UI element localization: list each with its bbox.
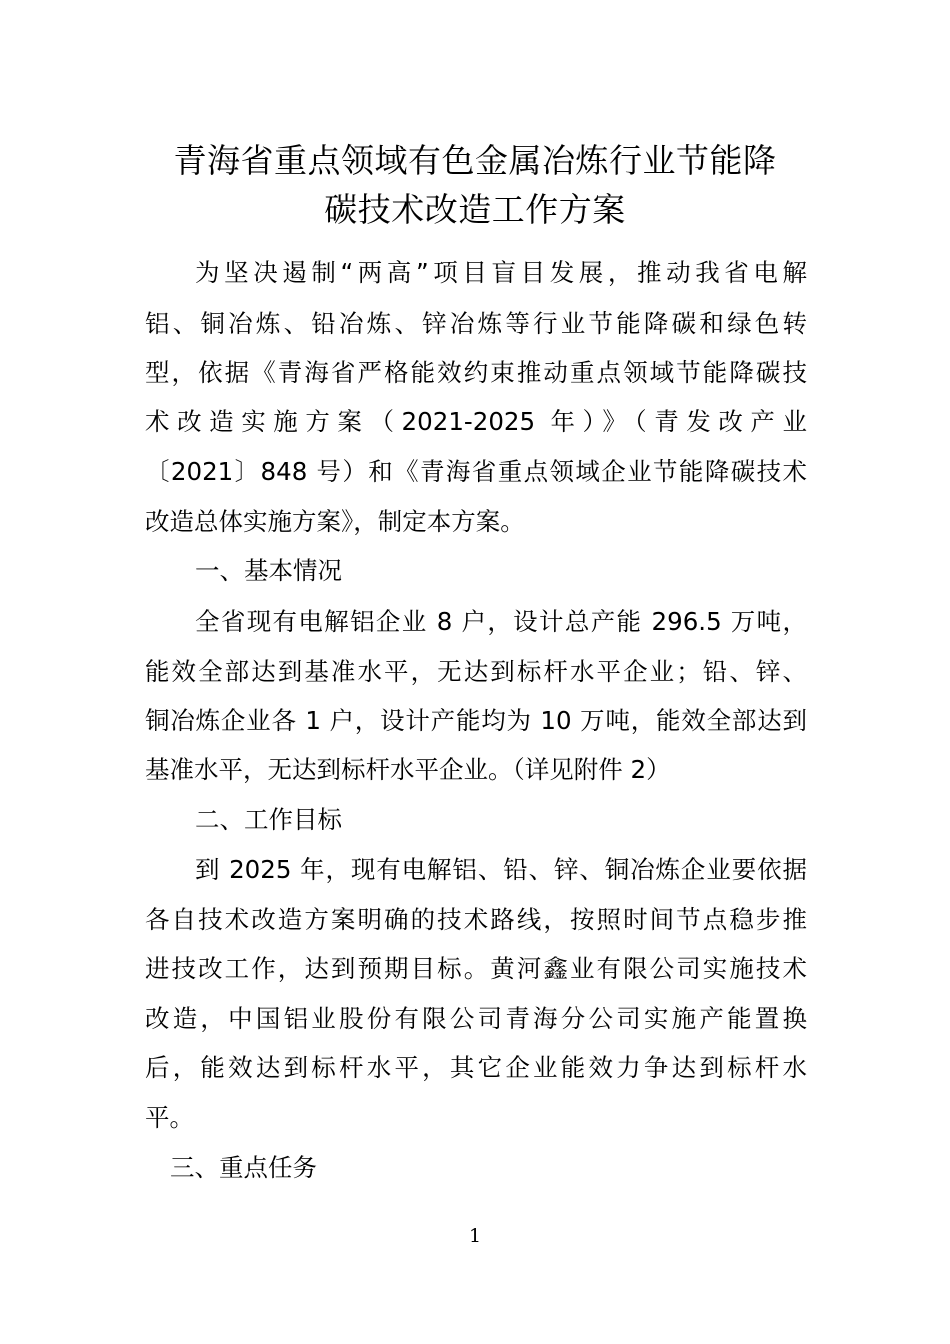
intro-line-5: 〔2021〕848 号）和《青海省重点领域企业节能降碳技术 bbox=[145, 457, 807, 486]
page-number: 1 bbox=[468, 1225, 482, 1247]
intro-line-4: 术改造实施方案（2021-2025 年）》（青发改产业 bbox=[145, 407, 807, 436]
intro-line-3: 型，依据《青海省严格能效约束推动重点领域节能降碳技 bbox=[145, 358, 807, 387]
section-1-line-1: 全省现有电解铝企业 8 户，设计总产能 296.5 万吨， bbox=[195, 607, 807, 636]
section-1-line-2: 能效全部达到基准水平，无达到标杆水平企业；铅、锌、 bbox=[145, 657, 807, 686]
section-1-line-4: 基准水平，无达到标杆水平企业。（详见附件 2） bbox=[145, 755, 671, 784]
document-title-line-1: 青海省重点领域有色金属冶炼行业节能降 bbox=[173, 141, 777, 180]
section-2-line-1: 到 2025 年，现有电解铝、铅、锌、铜冶炼企业要依据 bbox=[195, 855, 807, 884]
document-title-line-2: 碳技术改造工作方案 bbox=[324, 190, 626, 229]
section-2-line-5: 后，能效达到标杆水平，其它企业能效力争达到标杆水 bbox=[145, 1053, 807, 1082]
section-1-heading: 一、基本情况 bbox=[195, 556, 342, 585]
section-2-line-3: 进技改工作，达到预期目标。黄河鑫业有限公司实施技术 bbox=[145, 954, 807, 983]
intro-line-2: 铝、铜冶炼、铅冶炼、锌冶炼等行业节能降碳和绿色转 bbox=[145, 309, 807, 338]
section-2-line-4: 改造，中国铝业股份有限公司青海分公司实施产能置换 bbox=[145, 1004, 807, 1033]
intro-line-1: 为坚决遏制“两高”项目盲目发展，推动我省电解 bbox=[195, 258, 807, 287]
section-1-line-3: 铜冶炼企业各 1 户，设计产能均为 10 万吨，能效全部达到 bbox=[145, 706, 807, 735]
section-2-heading: 二、工作目标 bbox=[195, 805, 342, 834]
section-3-heading: 三、重点任务 bbox=[170, 1153, 317, 1182]
intro-line-6: 改造总体实施方案》，制定本方案。 bbox=[145, 507, 525, 536]
section-2-line-6: 平。 bbox=[145, 1103, 194, 1132]
section-2-line-2: 各自技术改造方案明确的技术路线，按照时间节点稳步推 bbox=[145, 905, 807, 934]
